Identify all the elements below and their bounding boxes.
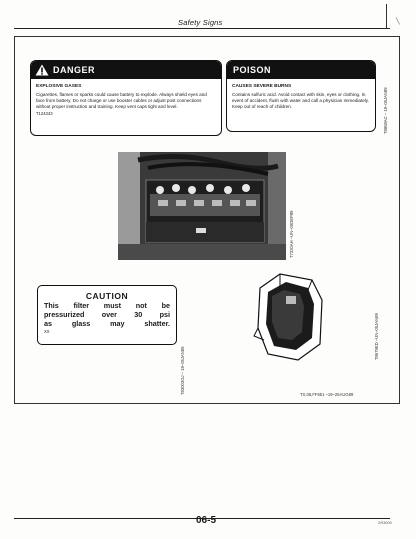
caution-word: glass — [71, 319, 91, 328]
filter-side-code: T8679ED –UN–05JAN89 — [374, 313, 379, 360]
caution-xx: XX — [44, 329, 50, 334]
footer-small-code: 2/93000 — [378, 521, 392, 525]
photo-side-code: T7320AH –UN–05DEP89 — [289, 210, 294, 258]
poison-subtitle: CAUSES SEVERE BURNS — [232, 84, 292, 89]
caution-word: must — [103, 301, 121, 310]
caution-label: CAUTION — [85, 291, 129, 301]
caution-word: be — [161, 301, 170, 310]
header-edge-rule — [386, 4, 387, 28]
poison-label: POISON — [233, 65, 272, 75]
poison-body-text: Contains sulfuric acid. Avoid contact with skin, eyes or clothing. In event of accident, flush with water and call a physician immediately. Keep out of reach of children. — [232, 92, 370, 109]
caution-line-1 — [38, 301, 176, 310]
page-header-title: Safety Signs — [178, 18, 223, 27]
caution-line-3 — [38, 319, 176, 328]
poison-sign — [226, 60, 376, 132]
caution-word: shatter. — [144, 319, 170, 328]
danger-subtitle: EXPLOSIVE GASES — [36, 84, 82, 89]
caution-word: This — [44, 301, 59, 310]
header-rule — [14, 28, 390, 29]
danger-header — [31, 61, 221, 79]
battery-photo — [118, 152, 286, 260]
page-number: 06-5 — [196, 515, 217, 526]
caution-line-2 — [38, 310, 176, 319]
caution-word: not — [135, 301, 147, 310]
danger-code: T124343 — [36, 111, 53, 116]
caution-word: as — [44, 319, 52, 328]
filter-drawing — [250, 266, 330, 366]
filter-illustration — [250, 266, 330, 366]
caution-side-code: T83003GJ – 19–05JAN89 — [180, 346, 185, 395]
corner-mark: ╲ — [396, 19, 400, 25]
caution-word: pressurized — [44, 310, 85, 319]
danger-body-text: Cigarettes, flames or sparks could cause battery to explode. Always shield eyes and face from battery. Do not charge or use booster cables or adjust post connections without proper instruction and training. Keep vent caps tight and level. — [36, 92, 207, 109]
battery-illustration — [118, 152, 286, 260]
danger-label: DANGER — [53, 65, 96, 75]
caution-word: over — [101, 310, 117, 319]
caution-word: 30 — [134, 310, 143, 319]
caution-word: psi — [159, 310, 170, 319]
caution-word: filter — [73, 301, 90, 310]
caution-word: may — [110, 319, 125, 328]
warning-triangle-icon — [35, 64, 49, 76]
danger-sign — [30, 60, 222, 136]
signs-side-code: T8868AC – 19–05JAN89 — [383, 87, 388, 134]
figure-code: TX,06,FF651 –19–25AUG89 — [300, 392, 354, 397]
poison-header — [227, 61, 375, 79]
caution-sign — [37, 285, 177, 345]
